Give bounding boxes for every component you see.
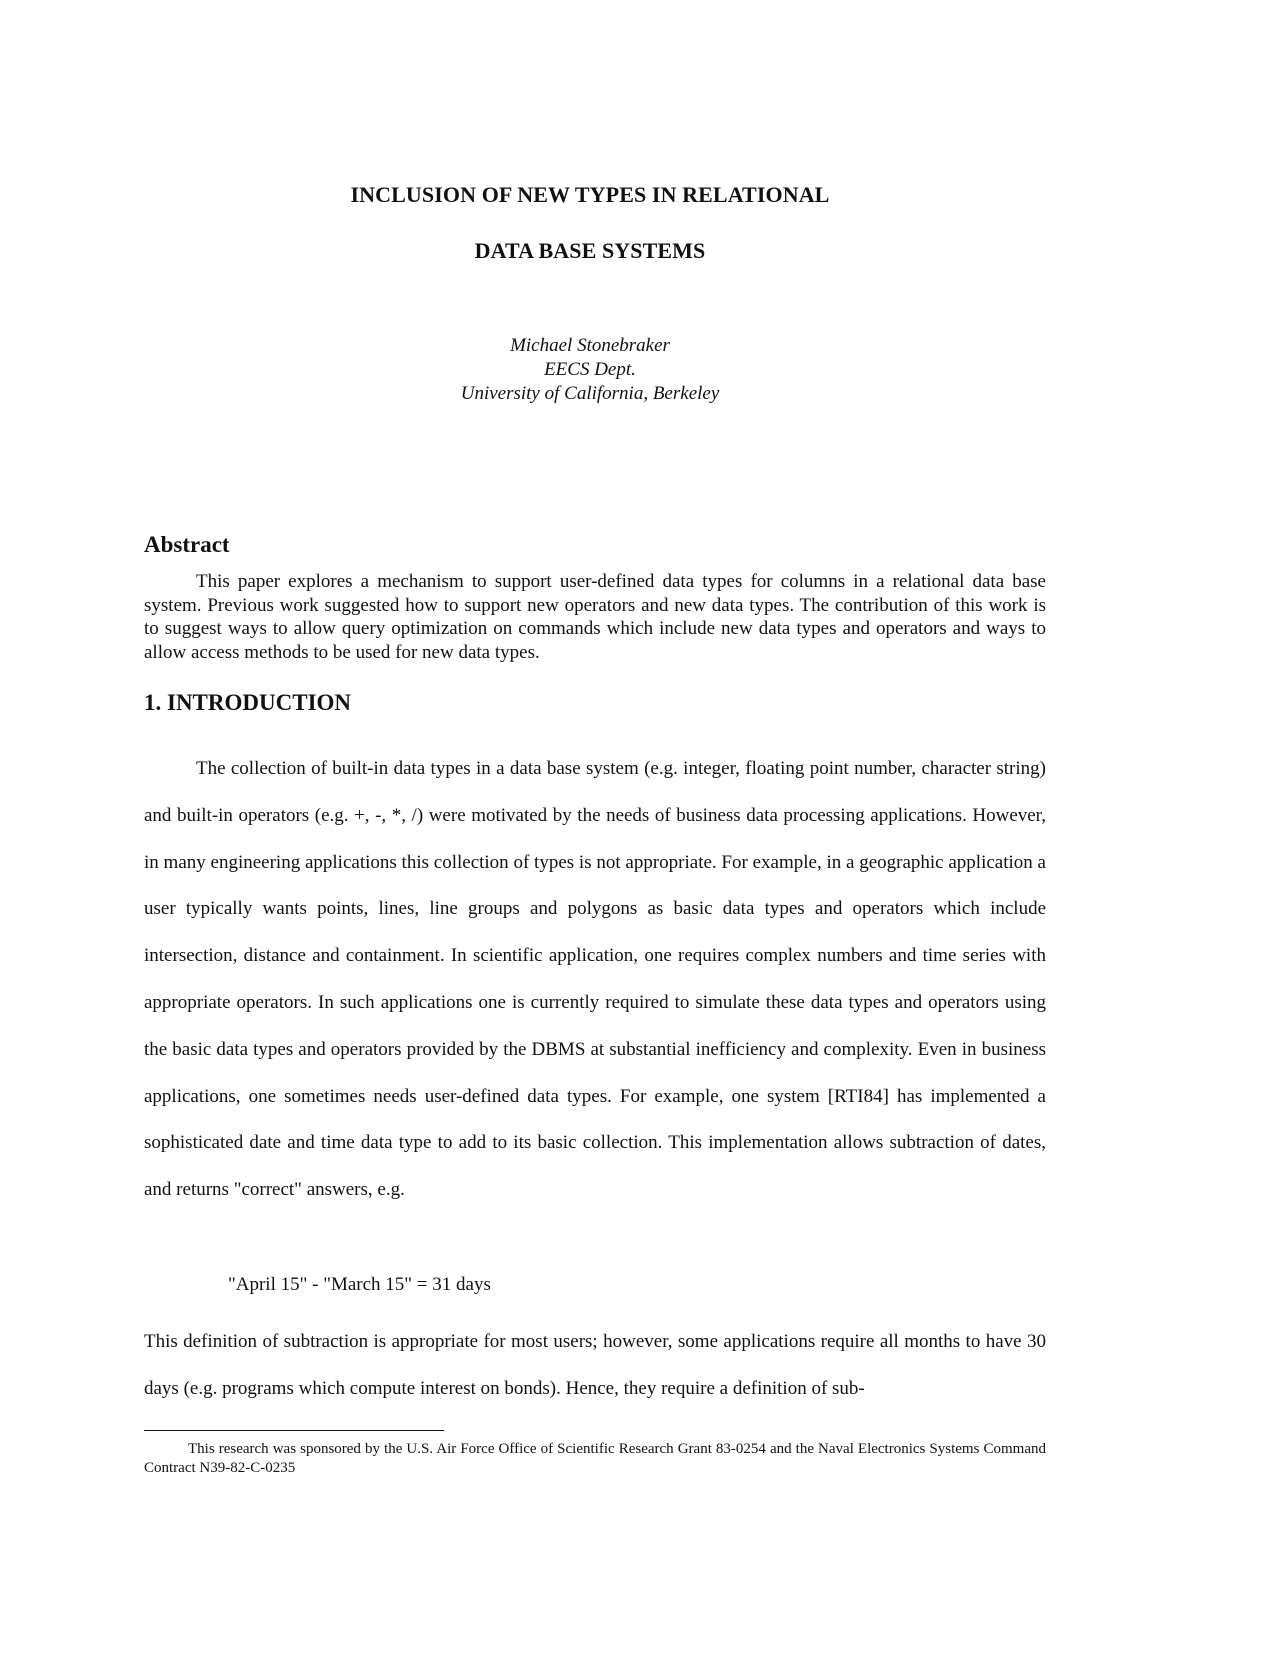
- introduction-heading: 1. INTRODUCTION: [144, 690, 352, 715]
- introduction-paragraph-2: This definition of subtraction is appropriate for most users; however, some applications require all months to have 30 days (e.g. programs which compute interest on bonds). Hence, they require a definition of sub-: [144, 1331, 1046, 1399]
- footnote-divider: [144, 1430, 444, 1431]
- author-department: EECS Dept.: [544, 359, 636, 380]
- abstract-heading: Abstract: [144, 532, 230, 557]
- footnote: This research was sponsored by the U.S. Air Force Office of Scientific Research Grant 83-0254 and the Naval Electronics Systems Command Contract N39-82-C-0235: [144, 1441, 1046, 1476]
- paper-title-line-1: INCLUSION OF NEW TYPES IN RELATIONAL: [350, 182, 830, 207]
- abstract-text: This paper explores a mechanism to support user-defined data types for columns in a relational data base system. Previous work suggested how to support new operators and new data types. The contribution of this work is to suggest ways to allow query optimization on commands which include new data types and operators and ways to allow access methods to be used for new data types.: [144, 571, 1046, 663]
- author-name: Michael Stonebraker: [510, 335, 670, 356]
- author-affiliation: University of California, Berkeley: [460, 383, 720, 404]
- author-block: [0, 334, 1180, 406]
- date-subtraction-example: "April 15" - "March 15" = 31 days: [228, 1274, 491, 1295]
- introduction-paragraph-1: The collection of built-in data types in a data base system (e.g. integer, floating point number, character string) and built-in operators (e.g. +, -, *, /) were motivated by the needs of business data processing applications. However, in many engineering applications this collection of types is not appropriate. For example, in a geographic application a user typically wants points, lines, line groups and polygons as basic data types and operators which include intersection, distance and containment. In scientific application, one requires complex numbers and time series with appropriate operators. In such applications one is currently required to simulate these data types and operators using the basic data types and operators provided by the DBMS at substantial inefficiency and complexity. Even in business applications, one sometimes needs user-defined data types. For example, one system [RTI84] has implemented a sophisticated date and time data type to add to its basic collection. This implementation allows subtraction of dates, and returns "correct" answers, e.g.: [144, 758, 1046, 1201]
- paper-title-line-2: DATA BASE SYSTEMS: [474, 238, 706, 263]
